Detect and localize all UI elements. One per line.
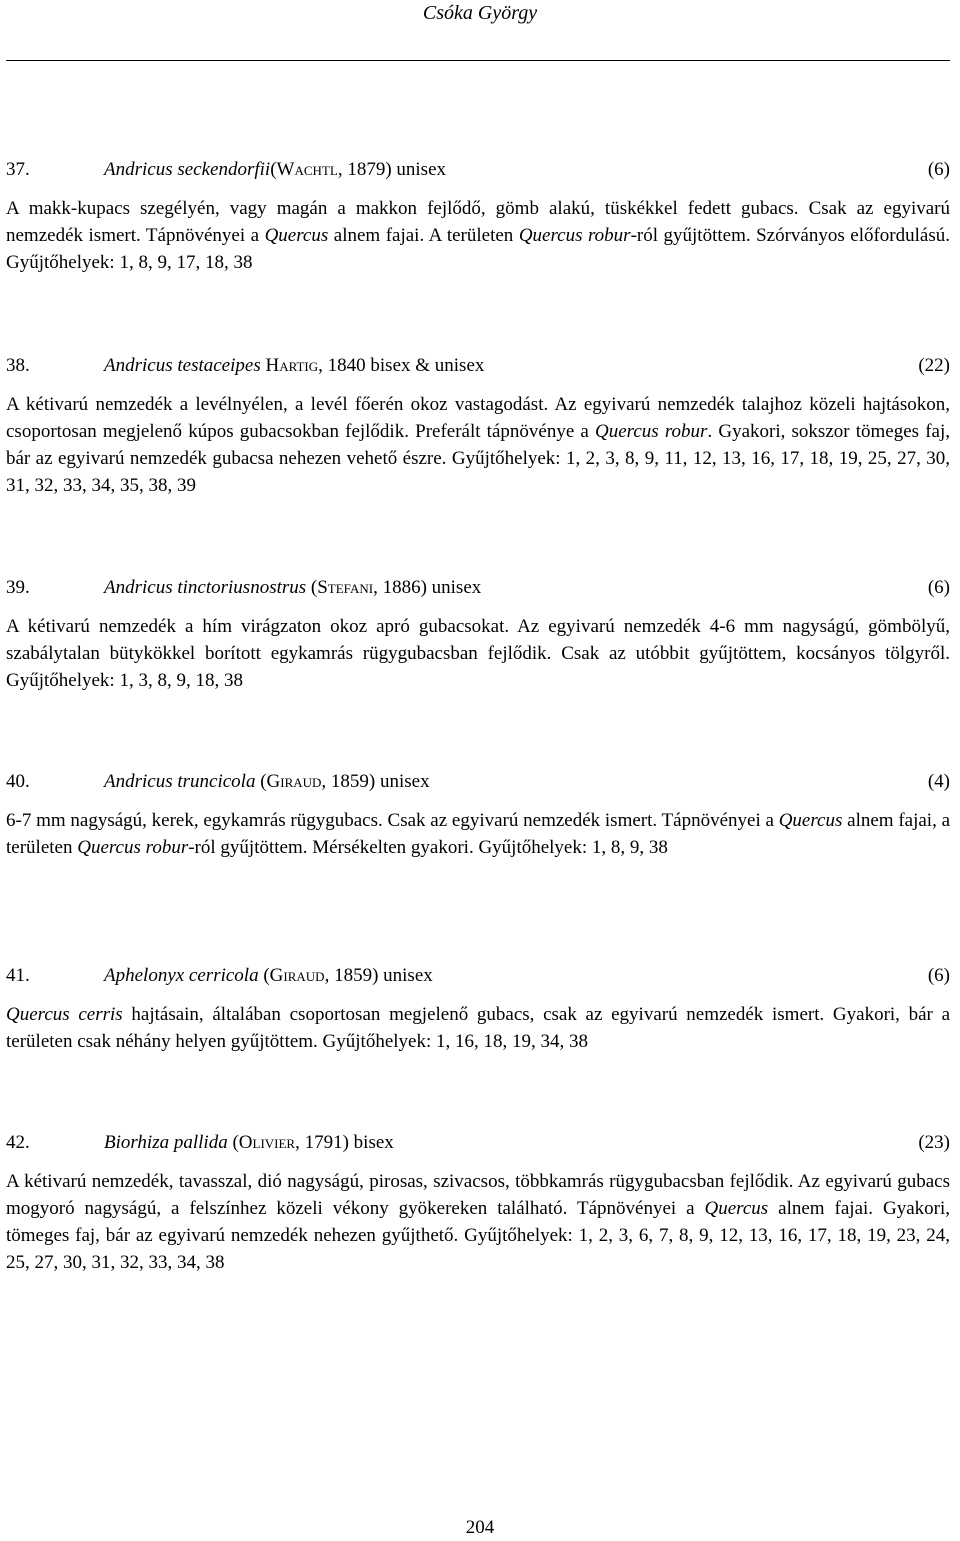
entry-name	[104, 574, 481, 601]
taxon-name-italic: Quercus cerris	[6, 1004, 123, 1025]
entry-number: 40.	[6, 771, 30, 792]
authority-name: Giraud	[266, 771, 322, 792]
species-name: Biorhiza pallida	[104, 1132, 228, 1153]
species-entry-39	[6, 574, 950, 694]
authority-open: (	[227, 1132, 239, 1153]
authority-open: (	[255, 771, 267, 792]
description-text: 6-7 mm nagyságú, kerek, egykamrás rügygubacs. Csak az egyivarú nemzedék ismert. Tápnövényei a	[6, 810, 779, 831]
page-number: 204	[465, 1517, 495, 1538]
species-name: Andricus truncicola	[104, 771, 256, 792]
authority-rest: , 1791) bisex	[295, 1132, 394, 1153]
entry-name	[104, 962, 433, 989]
authority-name: Hartig	[265, 355, 319, 376]
description-text: hajtásain, általában csoportosan megjelenő gubacs, csak az egyivarú nemzedék ismert. Gyakori, bár a területen csak néhány helyen gyűjtöttem. Gyűjtőhelyek: 1, 16, 18, 19, 34, 38	[6, 1004, 951, 1052]
species-name: Andricus testaceipes	[104, 355, 261, 376]
description-text: . Gyakori, sokszor tömeges faj, bár az egyivarú nemzedék gubacsa nehezen vehető észre. Gyűjtőhelyek: 1, 2, 3, 8, 9, 11, 12, 13, 16, 17, 18, 19, 25, 27, 30, 31, 32, 33, 34, 35, 38, 39	[6, 421, 951, 496]
entry-name	[104, 768, 430, 795]
entry-description	[6, 1168, 950, 1276]
authority-rest: , 1886) unisex	[373, 577, 482, 598]
record-count: (23)	[918, 1132, 950, 1153]
taxon-name-italic: Quercus	[264, 225, 329, 246]
species-entry-38	[6, 352, 950, 499]
description-text: -ról gyűjtöttem. Mérsékelten gyakori. Gyűjtőhelyek: 1, 8, 9, 38	[188, 837, 668, 858]
description-text: -ról gyűjtöttem. Szórványos előfordulású. Gyűjtőhelyek: 1, 8, 9, 17, 18, 38	[6, 225, 950, 273]
entry-description	[6, 195, 950, 276]
entry-number: 41.	[6, 965, 30, 986]
description-text: alnem fajai, a területen	[6, 810, 951, 858]
description-text: alnem fajai. A területen	[328, 225, 519, 246]
record-count: (6)	[927, 577, 950, 598]
species-entry-42	[6, 1129, 950, 1276]
authority-open: (	[270, 159, 277, 180]
authority-open: (	[306, 577, 318, 598]
entry-title-row	[6, 156, 950, 183]
authority-name: Wachtl	[276, 159, 338, 180]
entry-name	[104, 1129, 394, 1156]
species-entry-41	[6, 962, 950, 1055]
record-count: (6)	[927, 159, 950, 180]
taxon-name-italic: Quercus	[778, 810, 843, 831]
entry-number: 37.	[6, 159, 30, 180]
entry-name	[104, 352, 484, 379]
description-text: A kétivarú nemzedék, tavasszal, dió nagyságú, pirosas, szivacsos, többkamrás rügygubacsban fejlődik. Az egyivarú gubacs mogyoró nagyságú, a felszínhez közeli vékony gyökereken található. Tápnövényei a	[6, 1171, 950, 1219]
authority-rest: , 1879) unisex	[337, 159, 446, 180]
description-text: A kétivarú nemzedék a levélnyélen, a levél főerén okoz vastagodást. Az egyivarú nemzedék talajhoz közeli hajtásokon, csoportosan megjelenő kúpos gubacsokban fejlődik. Preferált tápnövénye a	[6, 394, 950, 442]
description-text: A kétivarú nemzedék a hím virágzaton okoz apró gubacsokat. Az egyivarú nemzedék 4-6 mm nagyságú, gömbölyű, szabálytalan bütykökkel borított egykamrás rügygubacsban fejlődik. Csak az utóbbit gyűjtöttem, kocsányos tölgyről. Gyűjtőhelyek: 1, 3, 8, 9, 18, 38	[6, 616, 950, 691]
authority-name: Stefani	[317, 577, 374, 598]
entry-number: 42.	[6, 1132, 30, 1153]
authority-rest: , 1840 bisex & unisex	[318, 355, 485, 376]
taxon-name-italic: Quercus robur	[518, 225, 631, 246]
entry-number: 38.	[6, 355, 30, 376]
entry-description	[6, 613, 950, 694]
authority-name: Giraud	[269, 965, 325, 986]
entry-description	[6, 807, 950, 861]
entry-title-row	[6, 574, 950, 601]
species-name: Aphelonyx cerricola	[104, 965, 259, 986]
species-name: Andricus seckendorfii	[104, 159, 271, 180]
species-entry-40	[6, 768, 950, 861]
entry-title-row	[6, 352, 950, 379]
description-text: A makk-kupacs szegélyén, vagy magán a makkon fejlődő, gömb alakú, tüskékkel fedett gubacs. Csak az egyivarú nemzedék ismert. Tápnövényei a	[6, 198, 950, 246]
authority-rest: , 1859) unisex	[324, 965, 433, 986]
entry-number: 39.	[6, 577, 30, 598]
authority-open: (	[258, 965, 270, 986]
running-header-author: Csóka György	[422, 2, 538, 24]
entry-description	[6, 391, 950, 499]
species-entry-37	[6, 156, 950, 276]
taxon-name-italic: Quercus	[704, 1198, 769, 1219]
record-count: (4)	[927, 771, 950, 792]
entry-title-row	[6, 1129, 950, 1156]
species-name: Andricus tinctoriusnostrus	[104, 577, 307, 598]
authority-rest: , 1859) unisex	[321, 771, 430, 792]
entry-description	[6, 1001, 950, 1055]
record-count: (22)	[918, 355, 950, 376]
taxon-name-italic: Quercus robur	[595, 421, 708, 442]
entry-title-row	[6, 768, 950, 795]
record-count: (6)	[927, 965, 950, 986]
taxon-name-italic: Quercus robur	[77, 837, 189, 858]
entry-name	[104, 156, 446, 183]
entry-title-row	[6, 962, 950, 989]
authority-name: Olivier	[238, 1132, 296, 1153]
header-rule	[6, 60, 950, 61]
description-text: alnem fajai. Gyakori, tömeges faj, bár az egyivarú nemzedék nehezen gyűjthető. Gyűjtőhelyek: 1, 2, 3, 6, 7, 8, 9, 12, 13, 16, 17, 18, 19, 23, 24, 25, 27, 30, 31, 32, 33, 34, 38	[6, 1198, 951, 1273]
